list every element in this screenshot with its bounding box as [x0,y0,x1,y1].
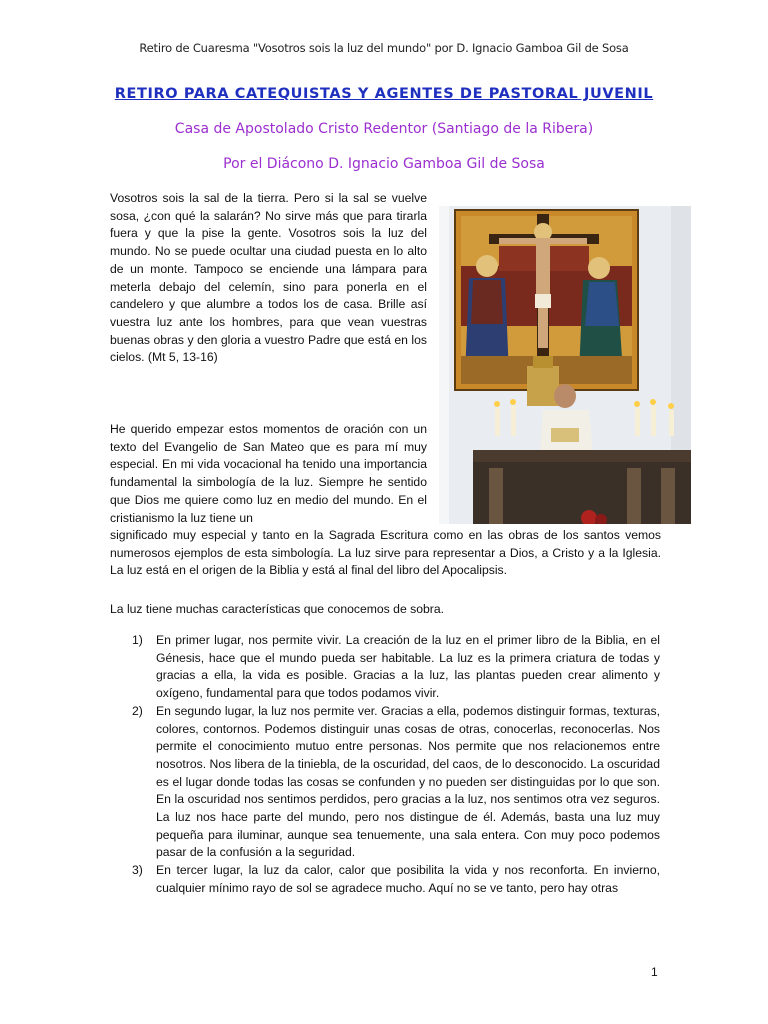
subtitle-author: Por el Diácono D. Ignacio Gamboa Gil de Sosa [223,156,545,172]
list-item-number: 1) [132,633,143,647]
list-item-text: En primer lugar, nos permite vivir. La creación de la luz en el primer libro de la Biblia, en el Génesis, hace que el mundo pueda ser habitable. La luz es la primera criatura de todas y gracias a ella, la vida es posible. Gracias a la luz, las plantas pueden crear alimento y oxígeno, fundamental para que todos podamos vivir. [156,633,660,701]
document-title: RETIRO PARA CATEQUISTAS Y AGENTES DE PASTORAL JUVENIL [114,86,654,102]
running-header: Retiro de Cuaresma "Vosotros sois la luz del mundo" por D. Ignacio Gamboa Gil de Sosa [139,41,629,55]
characteristics-list [110,632,660,898]
intro-paragraph-part1: He querido empezar estos momentos de oración con un texto del Evangelio de San Mateo que es para mí muy especial. En mi vida vocacional ha tenido una importancia fundamental la simbología de la luz. Siempre he sentido que Dios me quiere como luz en medio del mundo. En el cristianismo la luz tiene un [110,422,427,525]
list-item [110,703,660,862]
list-item [110,632,660,703]
gospel-quote-paragraph: Vosotros sois la sal de la tierra. Pero si la sal se vuelve sosa, ¿con qué la salarán? No sirve más que para tirarla fuera y que la pise la gente. Vosotros sois la luz del mundo. No se puede ocultar una ciudad puesta en lo alto de un monte. Tampoco se enciende una lámpara para meterla debajo del celemín, sino para ponerla en el candelero y que alumbre a todos los de casa. Brille así vuestra luz ante los hombres, para que vean vuestras buenas obras y den gloria a vuestro Padre que está en los cielos. (Mt 5, 13-16) [110,191,427,365]
subtitle-place: Casa de Apostolado Cristo Redentor (Santiago de la Ribera) [174,121,594,137]
list-item-number: 3) [132,863,143,878]
page-number: 1 [651,965,658,979]
intro-paragraph-part2: significado muy especial y tanto en la Sagrada Escritura como en las obras de los santos vemos numerosos ejemplos de esta simbología. La luz sirve para representar a Dios, a Cristo y a la Iglesia. La luz está en el origen de la Biblia y está al final del libro del Apocalipsis. [110,528,661,578]
list-item-number: 2) [132,703,143,718]
list-item-text: En tercer lugar, la luz da calor, calor que posibilita la vida y nos reconforta. En invierno, cualquier mínimo rayo de sol se agradece mucho. Aquí no se ve tanto, pero hay otras [156,863,660,895]
list-item [110,862,660,897]
list-item-text: En segundo lugar, la luz nos permite ver. Gracias a ella, podemos distinguir formas, texturas, colores, contornos. Podemos distinguir unas cosas de otras, conocerlas, reconocerlas. Nos permite el conocimiento mutuo entre personas. Nos permite que nos relacionemos entre nosotros. Nos libera de la tiniebla, de la oscuridad, del caos, de lo desconocido. La oscuridad es el lugar donde todas las cosas se confunden y no pueden ser distinguidas por lo que son. En la oscuridad nos sentimos perdidos, pero gracias a la luz, nos sentimos otra vez seguros. La luz nos hace parte del mundo, pero nos distingue de él. Además, basta una luz muy pequeña para iluminar, aunque sea tenuemente, una sala entera. Con muy poco podemos pasar de la confusión a la seguridad. [156,703,660,860]
crucifix-altar-photo [439,206,691,524]
characteristics-intro: La luz tiene muchas características que conocemos de sobra. [110,602,444,616]
